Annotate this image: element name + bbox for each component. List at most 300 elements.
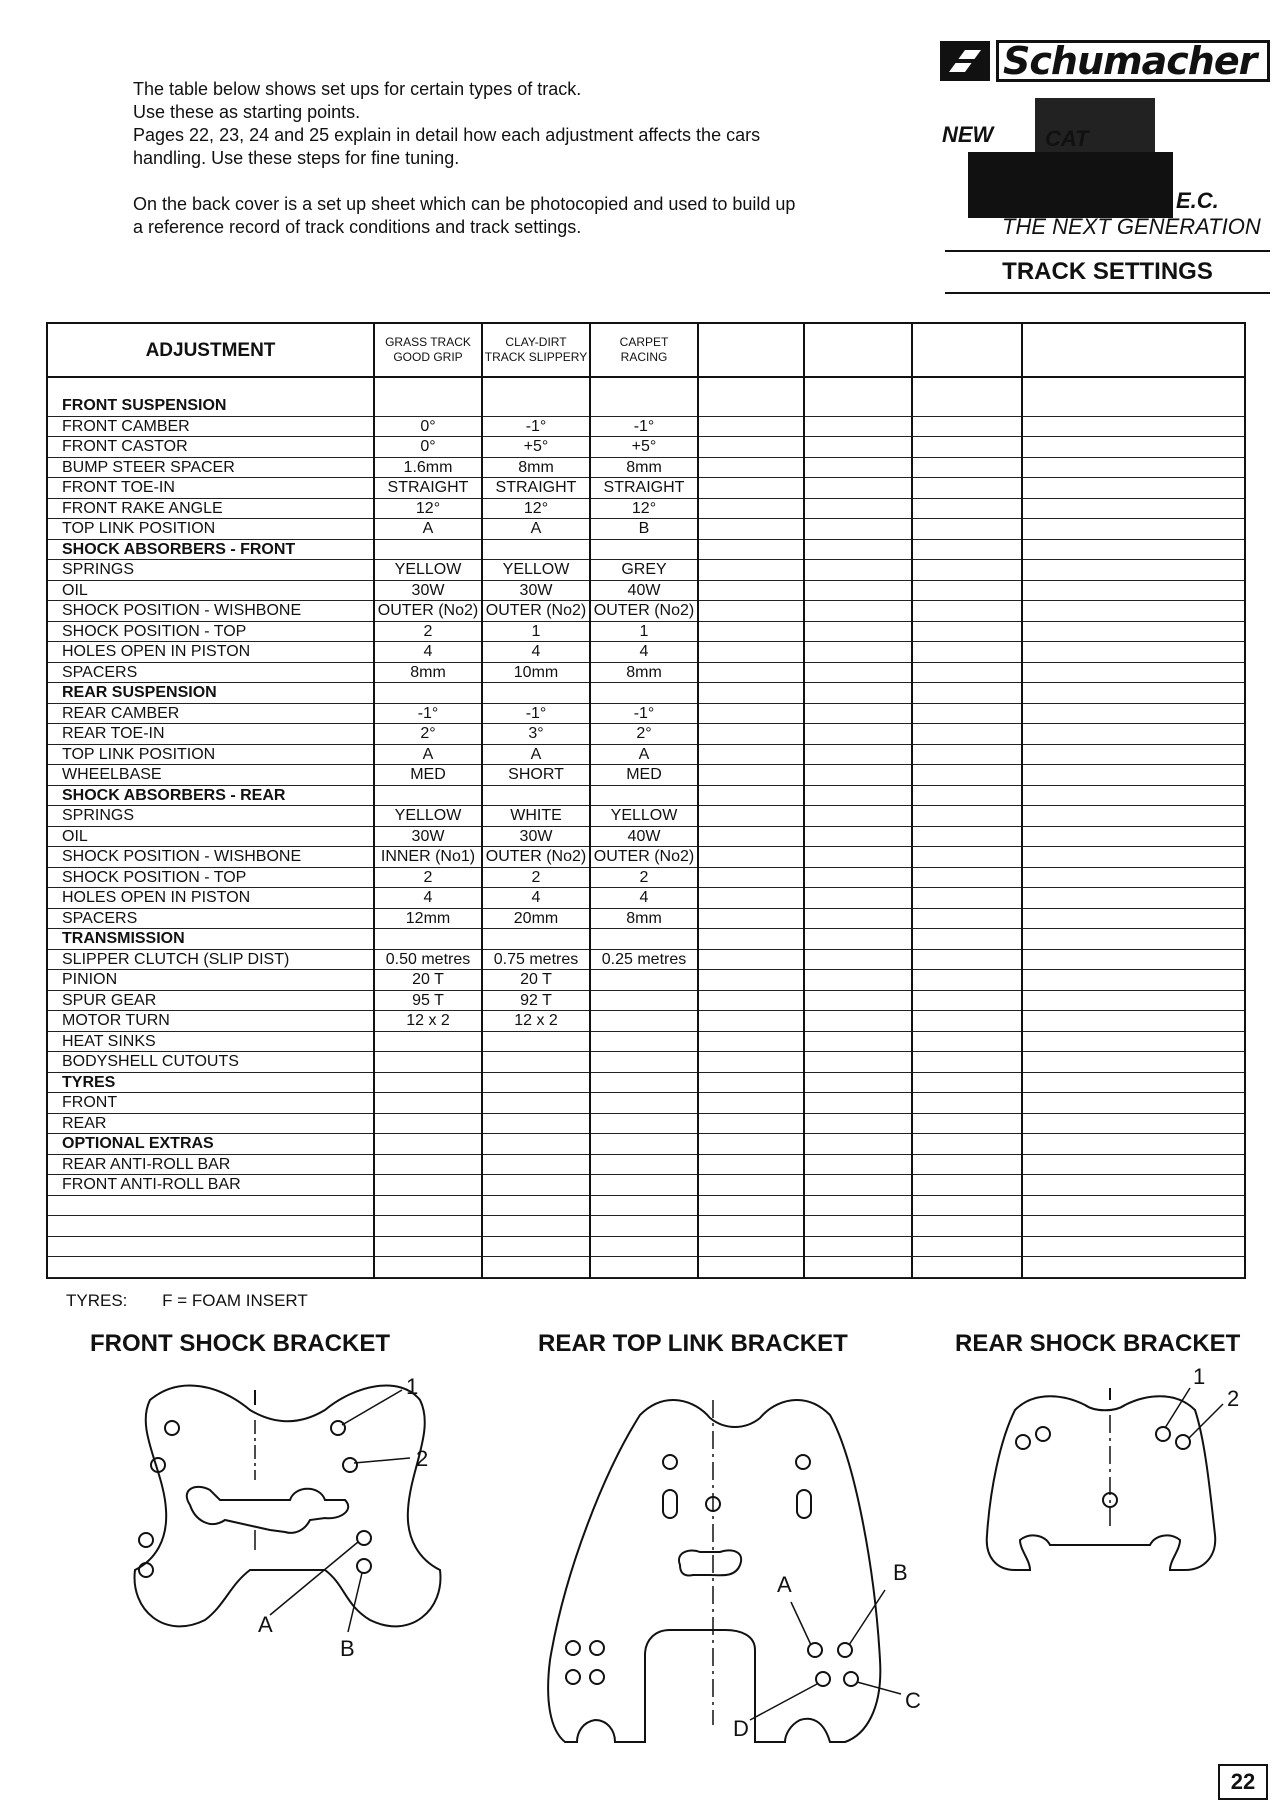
bracket-label: 1	[406, 1374, 419, 1399]
blank-cell	[912, 888, 1022, 909]
blank-cell	[698, 785, 804, 806]
setting-cell: 40W	[590, 580, 698, 601]
intro-text	[133, 78, 893, 239]
table-row	[48, 1052, 1244, 1073]
setting-cell: 4	[590, 642, 698, 663]
blank-cell	[698, 1072, 804, 1093]
blank-cell	[912, 826, 1022, 847]
model-logo	[940, 90, 1270, 240]
blank-cell	[912, 1236, 1022, 1257]
row-label: SHOCK POSITION - WISHBONE	[48, 847, 374, 868]
row-label: FRONT RAKE ANGLE	[48, 498, 374, 519]
row-label: SHOCK POSITION - TOP	[48, 867, 374, 888]
flag-icon	[940, 41, 990, 81]
row-label	[48, 1257, 374, 1278]
blank-cell	[912, 1134, 1022, 1155]
blank-cell	[912, 1175, 1022, 1196]
blank-cell	[912, 457, 1022, 478]
blank-cell	[1022, 1031, 1244, 1052]
table-section-row	[48, 396, 1244, 416]
setting-cell	[482, 785, 590, 806]
blank-cell	[804, 396, 912, 416]
table-row	[48, 826, 1244, 847]
blank-cell	[1022, 826, 1244, 847]
table-row	[48, 847, 1244, 868]
table-row	[48, 519, 1244, 540]
setting-cell: 12°	[590, 498, 698, 519]
blank-cell	[698, 1031, 804, 1052]
blank-cell	[698, 847, 804, 868]
model-line-1: NEW	[942, 122, 994, 147]
blank-cell	[698, 1175, 804, 1196]
setting-cell	[590, 1257, 698, 1278]
bracket-label: 2	[416, 1446, 429, 1471]
blank-cell	[912, 437, 1022, 458]
row-label: SPRINGS	[48, 806, 374, 827]
blank-cell	[912, 908, 1022, 929]
blank-cell	[698, 949, 804, 970]
blank-cell	[1022, 724, 1244, 745]
row-label: PINION	[48, 970, 374, 991]
setting-cell: 8mm	[590, 457, 698, 478]
rear-shock-bracket-diagram	[985, 1360, 1255, 1610]
row-label: SHOCK POSITION - TOP	[48, 621, 374, 642]
table-row	[48, 642, 1244, 663]
setting-cell	[482, 1257, 590, 1278]
setting-cell: 0.25 metres	[590, 949, 698, 970]
table-section-row	[48, 539, 1244, 560]
rear-shock-bracket-title: REAR SHOCK BRACKET	[955, 1330, 1241, 1357]
blank-cell	[698, 1093, 804, 1114]
setting-cell	[482, 683, 590, 704]
setting-cell	[590, 1072, 698, 1093]
setting-cell	[374, 1154, 482, 1175]
blank-cell	[698, 580, 804, 601]
setting-cell: 1.6mm	[374, 457, 482, 478]
table-row	[48, 949, 1244, 970]
setting-cell: 2	[482, 867, 590, 888]
blank-cell	[1022, 1195, 1244, 1216]
row-label	[48, 1195, 374, 1216]
blank-cell	[698, 560, 804, 581]
blank-cell	[1022, 1175, 1244, 1196]
blank-cell	[912, 724, 1022, 745]
blank-cell	[804, 642, 912, 663]
table-section-row	[48, 683, 1244, 704]
setting-cell	[482, 1154, 590, 1175]
blank-cell	[804, 1175, 912, 1196]
blank-cell	[804, 970, 912, 991]
blank-cell	[804, 683, 912, 704]
setting-cell	[482, 1072, 590, 1093]
setting-cell: 12°	[482, 498, 590, 519]
blank-cell	[1022, 1236, 1244, 1257]
blank-cell	[1022, 683, 1244, 704]
blank-cell	[1022, 888, 1244, 909]
setting-cell	[590, 1134, 698, 1155]
setting-cell	[482, 1031, 590, 1052]
table-row	[48, 867, 1244, 888]
blank-cell	[1022, 642, 1244, 663]
blank-cell	[698, 990, 804, 1011]
setting-cell: 2	[374, 621, 482, 642]
setting-cell: 1	[482, 621, 590, 642]
setting-cell: 30W	[482, 580, 590, 601]
setting-cell	[374, 929, 482, 950]
table-row	[48, 806, 1244, 827]
blank-cell	[912, 867, 1022, 888]
blank-cell	[1022, 703, 1244, 724]
blank-cell	[1022, 1072, 1244, 1093]
blank-cell	[1022, 867, 1244, 888]
blank-cell	[698, 867, 804, 888]
row-label: BUMP STEER SPACER	[48, 457, 374, 478]
blank-cell	[1022, 416, 1244, 437]
setting-cell: SHORT	[482, 765, 590, 786]
setting-cell	[482, 1236, 590, 1257]
blank-cell	[1022, 1134, 1244, 1155]
blank-cell	[912, 847, 1022, 868]
blank-cell	[804, 949, 912, 970]
setting-cell: 3°	[482, 724, 590, 745]
setting-cell: 4	[374, 888, 482, 909]
blank-cell	[1022, 621, 1244, 642]
setting-cell: +5°	[482, 437, 590, 458]
blank-cell	[804, 539, 912, 560]
table-row	[48, 1216, 1244, 1237]
column-header-blank	[1022, 324, 1244, 377]
blank-cell	[804, 765, 912, 786]
setting-cell: GREY	[590, 560, 698, 581]
setting-cell: 92 T	[482, 990, 590, 1011]
blank-cell	[912, 703, 1022, 724]
blank-cell	[698, 765, 804, 786]
row-label	[48, 1236, 374, 1257]
row-label: BODYSHELL CUTOUTS	[48, 1052, 374, 1073]
blank-cell	[804, 1093, 912, 1114]
table-row	[48, 765, 1244, 786]
blank-cell	[912, 478, 1022, 499]
setting-cell: OUTER (No2)	[482, 847, 590, 868]
blank-cell	[804, 724, 912, 745]
setting-cell: WHITE	[482, 806, 590, 827]
blank-cell	[912, 990, 1022, 1011]
blank-cell	[1022, 929, 1244, 950]
setting-cell	[590, 785, 698, 806]
setting-cell: A	[374, 519, 482, 540]
setting-cell	[482, 539, 590, 560]
blank-cell	[698, 744, 804, 765]
setting-cell: A	[590, 744, 698, 765]
setting-cell: 8mm	[590, 908, 698, 929]
blank-cell	[698, 1257, 804, 1278]
blank-cell	[698, 642, 804, 663]
setting-cell: 30W	[374, 580, 482, 601]
blank-cell	[912, 396, 1022, 416]
blank-cell	[804, 867, 912, 888]
blank-cell	[698, 703, 804, 724]
setting-cell	[590, 1236, 698, 1257]
blank-cell	[1022, 437, 1244, 458]
row-label: OIL	[48, 580, 374, 601]
blank-cell	[912, 498, 1022, 519]
blank-cell	[912, 683, 1022, 704]
setting-cell: 0.75 metres	[482, 949, 590, 970]
setting-cell: 4	[482, 888, 590, 909]
blank-cell	[698, 621, 804, 642]
row-label: SHOCK ABSORBERS - REAR	[48, 785, 374, 806]
setting-cell	[482, 1175, 590, 1196]
bracket-label: 1	[1193, 1364, 1206, 1389]
blank-cell	[1022, 539, 1244, 560]
intro-line: handling. Use these steps for fine tuning.	[133, 148, 460, 168]
blank-cell	[804, 621, 912, 642]
table-row	[48, 1113, 1244, 1134]
setting-cell	[374, 1113, 482, 1134]
setting-cell: 2	[590, 867, 698, 888]
blank-cell	[804, 1011, 912, 1032]
brand-name: Schumacher	[996, 40, 1270, 82]
table-section-row	[48, 929, 1244, 950]
blank-cell	[698, 1011, 804, 1032]
table-row	[48, 457, 1244, 478]
setting-cell: 2°	[374, 724, 482, 745]
schumacher-logo	[940, 38, 1270, 253]
setting-cell	[590, 1031, 698, 1052]
rear-top-link-bracket-title: REAR TOP LINK BRACKET	[538, 1330, 848, 1357]
table-row	[48, 888, 1244, 909]
setting-cell	[374, 1031, 482, 1052]
table-row	[48, 621, 1244, 642]
blank-cell	[698, 437, 804, 458]
bracket-label: A	[258, 1612, 273, 1637]
table-section-row	[48, 1134, 1244, 1155]
setting-cell	[482, 929, 590, 950]
table-row	[48, 1175, 1244, 1196]
tyres-note-text: F = FOAM INSERT	[162, 1291, 308, 1310]
setting-cell: 0°	[374, 437, 482, 458]
blank-cell	[804, 744, 912, 765]
blank-cell	[912, 929, 1022, 950]
row-label: FRONT TOE-IN	[48, 478, 374, 499]
blank-cell	[698, 1195, 804, 1216]
row-label: SPACERS	[48, 662, 374, 683]
blank-cell	[698, 826, 804, 847]
blank-cell	[1022, 457, 1244, 478]
setting-cell	[374, 1052, 482, 1073]
row-label: MOTOR TURN	[48, 1011, 374, 1032]
blank-cell	[1022, 1216, 1244, 1237]
setting-cell	[482, 1113, 590, 1134]
setting-cell	[482, 1216, 590, 1237]
table-row	[48, 1236, 1244, 1257]
table-section-row	[48, 1072, 1244, 1093]
setting-cell: OUTER (No2)	[374, 601, 482, 622]
blank-cell	[1022, 847, 1244, 868]
row-label: SLIPPER CLUTCH (SLIP DIST)	[48, 949, 374, 970]
row-label: HOLES OPEN IN PISTON	[48, 888, 374, 909]
blank-cell	[912, 560, 1022, 581]
row-label: FRONT ANTI-ROLL BAR	[48, 1175, 374, 1196]
blank-cell	[912, 970, 1022, 991]
blank-cell	[1022, 601, 1244, 622]
model-line-3: 2000	[974, 190, 1023, 215]
table-row	[48, 1154, 1244, 1175]
blank-cell	[804, 519, 912, 540]
blank-cell	[1022, 396, 1244, 416]
front-shock-bracket-diagram	[110, 1370, 470, 1670]
blank-cell	[698, 662, 804, 683]
setting-cell: 4	[482, 642, 590, 663]
setting-cell: B	[590, 519, 698, 540]
blank-cell	[698, 683, 804, 704]
row-label	[48, 1216, 374, 1237]
setting-cell: 2	[374, 867, 482, 888]
blank-cell	[912, 744, 1022, 765]
blank-cell	[698, 416, 804, 437]
blank-cell	[912, 1216, 1022, 1237]
model-suffix: E.C.	[1176, 188, 1219, 213]
setting-cell: -1°	[482, 703, 590, 724]
setting-cell	[590, 1195, 698, 1216]
blank-cell	[912, 1195, 1022, 1216]
blank-cell	[912, 416, 1022, 437]
divider	[945, 250, 1270, 252]
row-label: TYRES	[48, 1072, 374, 1093]
setting-cell: STRAIGHT	[374, 478, 482, 499]
blank-cell	[912, 1072, 1022, 1093]
setting-cell	[374, 539, 482, 560]
table-row	[48, 478, 1244, 499]
setting-cell: YELLOW	[374, 560, 482, 581]
setting-cell: 12 x 2	[374, 1011, 482, 1032]
blank-cell	[804, 478, 912, 499]
blank-cell	[804, 457, 912, 478]
setting-cell	[590, 1011, 698, 1032]
table-row	[48, 601, 1244, 622]
blank-cell	[804, 601, 912, 622]
front-shock-bracket-title: FRONT SHOCK BRACKET	[90, 1330, 390, 1357]
blank-cell	[912, 662, 1022, 683]
page-title: TRACK SETTINGS	[1002, 258, 1213, 285]
blank-cell	[698, 1154, 804, 1175]
table-row	[48, 662, 1244, 683]
setting-cell	[482, 1052, 590, 1073]
bracket-label: B	[893, 1560, 908, 1585]
row-label: HEAT SINKS	[48, 1031, 374, 1052]
setting-cell: 4	[590, 888, 698, 909]
table-section-row	[48, 785, 1244, 806]
table-row	[48, 970, 1244, 991]
column-header-blank	[698, 324, 804, 377]
blank-cell	[804, 1031, 912, 1052]
row-label: TOP LINK POSITION	[48, 519, 374, 540]
blank-cell	[698, 724, 804, 745]
blank-cell	[1022, 744, 1244, 765]
settings-table	[46, 322, 1246, 1279]
intro-line: Pages 22, 23, 24 and 25 explain in detail how each adjustment affects the cars	[133, 125, 761, 145]
setting-cell: -1°	[374, 703, 482, 724]
table-row	[48, 724, 1244, 745]
blank-cell	[804, 1216, 912, 1237]
blank-cell	[804, 703, 912, 724]
blank-cell	[912, 642, 1022, 663]
setting-cell: 30W	[482, 826, 590, 847]
blank-cell	[1022, 1011, 1244, 1032]
column-header-grass: GRASS TRACK GOOD GRIP	[374, 324, 482, 377]
blank-cell	[804, 580, 912, 601]
blank-cell	[912, 765, 1022, 786]
blank-cell	[804, 1113, 912, 1134]
table-row	[48, 703, 1244, 724]
tyres-note	[66, 1291, 308, 1311]
table-row	[48, 990, 1244, 1011]
blank-cell	[912, 806, 1022, 827]
setting-cell	[374, 1134, 482, 1155]
setting-cell	[590, 1052, 698, 1073]
blank-cell	[804, 826, 912, 847]
blank-cell	[1022, 478, 1244, 499]
blank-cell	[804, 785, 912, 806]
blank-cell	[804, 560, 912, 581]
blank-cell	[698, 457, 804, 478]
blank-cell	[804, 990, 912, 1011]
setting-cell: 1	[590, 621, 698, 642]
blank-cell	[912, 1113, 1022, 1134]
divider	[945, 292, 1270, 294]
blank-cell	[804, 908, 912, 929]
blank-cell	[698, 908, 804, 929]
blank-cell	[804, 1134, 912, 1155]
setting-cell: 95 T	[374, 990, 482, 1011]
blank-cell	[1022, 560, 1244, 581]
setting-cell	[590, 1175, 698, 1196]
blank-cell	[912, 785, 1022, 806]
setting-cell	[590, 683, 698, 704]
setting-cell: STRAIGHT	[590, 478, 698, 499]
table-row	[48, 1195, 1244, 1216]
setting-cell	[374, 1216, 482, 1237]
setting-cell: A	[482, 519, 590, 540]
row-label: FRONT CASTOR	[48, 437, 374, 458]
setting-cell: 8mm	[374, 662, 482, 683]
table-header-row	[48, 324, 1244, 377]
bracket-label: A	[777, 1572, 792, 1597]
bracket-label: B	[340, 1636, 355, 1661]
setting-cell	[590, 929, 698, 950]
blank-cell	[698, 1236, 804, 1257]
blank-cell	[698, 478, 804, 499]
setting-cell: -1°	[482, 416, 590, 437]
blank-cell	[1022, 765, 1244, 786]
blank-cell	[912, 1093, 1022, 1114]
blank-cell	[698, 888, 804, 909]
row-label: SPACERS	[48, 908, 374, 929]
setting-cell: +5°	[590, 437, 698, 458]
row-label: SHOCK POSITION - WISHBONE	[48, 601, 374, 622]
blank-cell	[698, 601, 804, 622]
table-row	[48, 437, 1244, 458]
setting-cell: OUTER (No2)	[482, 601, 590, 622]
setting-cell: 12 x 2	[482, 1011, 590, 1032]
blank-cell	[1022, 662, 1244, 683]
bracket-label: C	[905, 1688, 921, 1713]
setting-cell	[590, 1154, 698, 1175]
setting-cell	[590, 539, 698, 560]
row-label: OPTIONAL EXTRAS	[48, 1134, 374, 1155]
table-row	[48, 1257, 1244, 1278]
blank-cell	[804, 1257, 912, 1278]
